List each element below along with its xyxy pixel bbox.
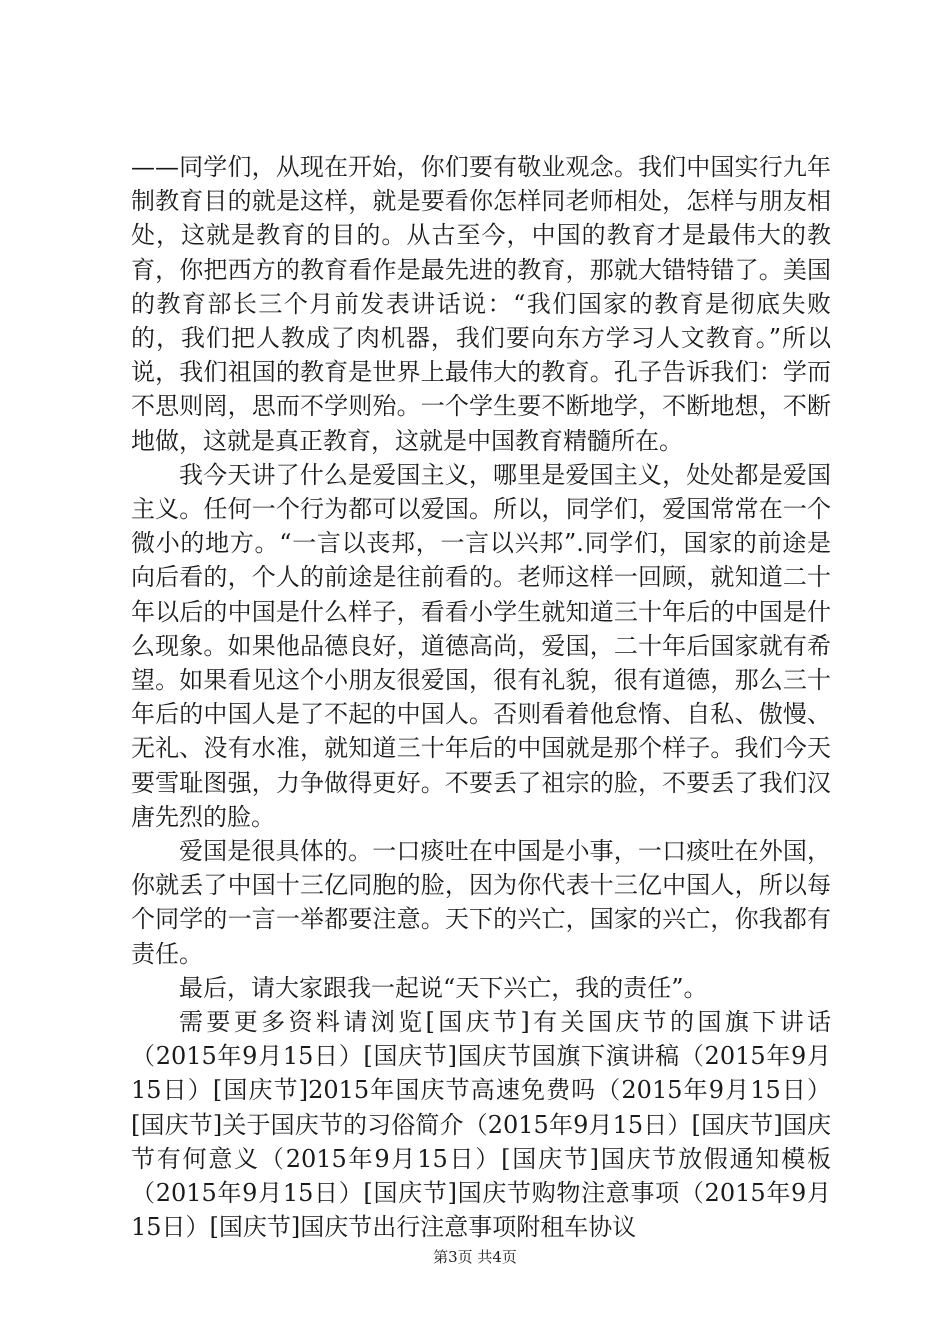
- document-body: [131, 150, 831, 1245]
- paragraph-2: 我今天讲了什么是爱国主义，哪里是爱国主义，处处都是爱国主义。任何一个行为都可以爱国。所以，同学们，爱国常常在一个微小的地方。“一言以丧邦，一言以兴邦”.同学们，国家的前途是向后看的，个人的前途是往前看的。老师这样一回顾，就知道二十年以后的中国是什么样子，看看小学生就知道三十年后的中国是什么现象。如果他品德良好，道德高尚，爱国，二十年后国家就有希望。如果看见这个小朋友很爱国，很有礼貌，很有道德，那么三十年后的中国人是了不起的中国人。否则看着他怠惰、自私、傲慢、无礼、没有水准，就知道三十年后的中国就是那个样子。我们今天要雪耻图强，力争做得更好。不要丢了祖宗的脸，不要丢了我们汉唐先烈的脸。: [131, 460, 831, 831]
- paragraph-3: 爱国是很具体的。一口痰吐在中国是小事，一口痰吐在外国，你就丢了中国十三亿同胞的脸，因为你代表十三亿中国人，所以每个同学的一言一举都要注意。天下的兴亡，国家的兴亡，你我都有责任。: [131, 837, 831, 968]
- paragraph-1: ——同学们，从现在开始，你们要有敬业观念。我们中国实行九年制教育目的就是这样，就是要看你怎样同老师相处，怎样与朋友相处，这就是教育的目的。从古至今，中国的教育才是最伟大的教育，你把西方的教育看作是最先进的教育，那就大错特错了。美国的教育部长三个月前发表讲话说：“我们国家的教育是彻底失败的，我们把人教成了肉机器，我们要向东方学习人文教育。”所以说，我们祖国的教育是世界上最伟大的教育。孔子告诉我们：学而不思则罔，思而不学则殆。一个学生要不断地学，不断地想，不断地做，这就是真正教育，这就是中国教育精髓所在。: [131, 153, 831, 455]
- page-number-footer: 第3页 共4页: [433, 1248, 517, 1266]
- paragraph-5-more-resources: 需要更多资料请浏览[国庆节]有关国庆节的国旗下讲话（2015年9月15日）[国庆节]国庆节国旗下演讲稿（2015年9月15日）[国庆节]2015年国庆节高速免费吗（2015年9月15日）[国庆节]关于国庆节的习俗简介（2015年9月15日）[国庆节]国庆节有何意义（2015年9月15日）[国庆节]国庆节放假通知模板（2015年9月15日）[国庆节]国庆节购物注意事项（2015年9月15日）[国庆节]国庆节出行注意事项附租车协议: [131, 1008, 831, 1242]
- paragraph-4: 最后，请大家跟我一起说“天下兴亡，我的责任”。: [179, 973, 708, 1002]
